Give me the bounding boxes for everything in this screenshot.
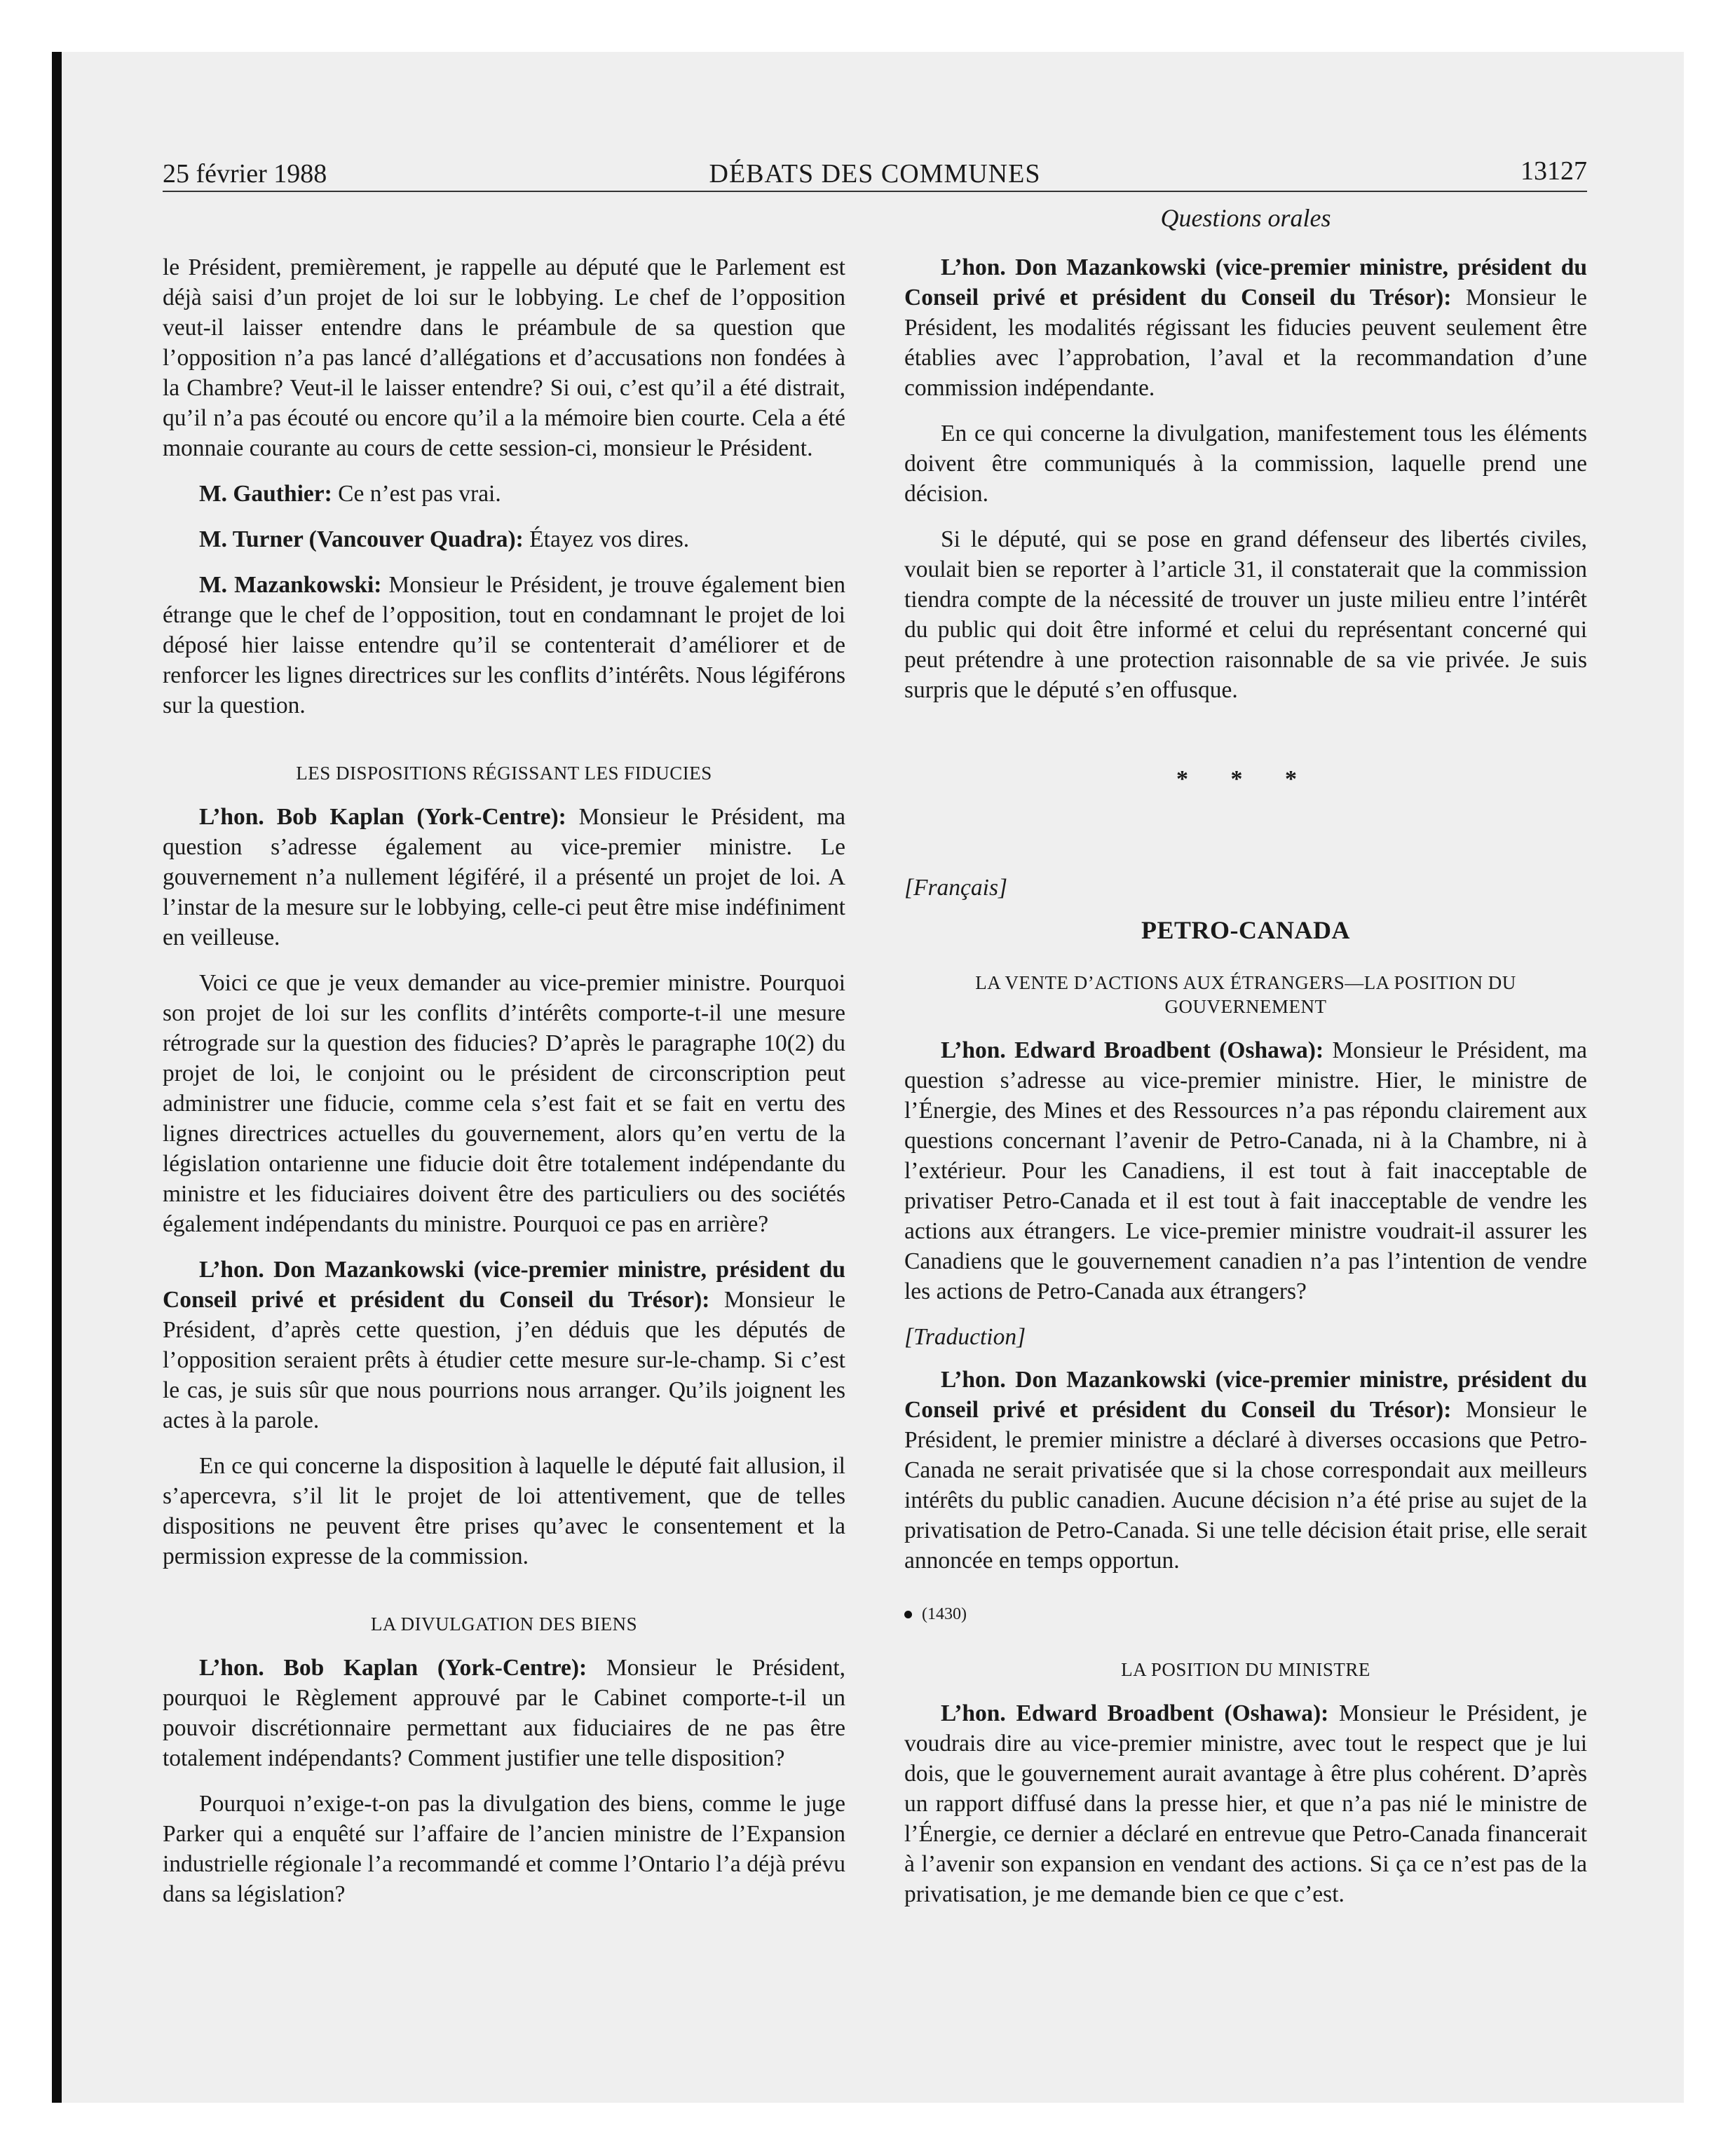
paragraph xyxy=(163,1653,845,1773)
speech-text: Monsieur le Président, je trouve également bien étrange que le chef de l’opposition, tout en condamnant le projet de loi déposé hier laisse entendre qu’il se contenterait d’améliorer et de renforcer les lignes directrices sur les conflits d’intérêts. Nous légiférons sur la question. xyxy=(163,572,845,718)
paragraph xyxy=(904,252,1587,403)
section-heading: LA DIVULGATION DES BIENS xyxy=(370,1613,638,1635)
speech-text: Monsieur le Président, le premier ministre a déclaré à diverses occasions que Petro-Canada ne serait privatisée que si la chose correspondait aux meilleurs intérêts du public canadien. Aucune décision n’a été prise au sujet de la privatisation de Petro-Canada. Si une telle décision était prise, elle serait annoncée en temps opportun. xyxy=(904,1397,1587,1574)
speaker-name: L’hon. Edward Broadbent (Oshawa): xyxy=(941,1700,1329,1726)
speaker-name: L’hon. Don Mazankowski (vice-premier ministre, président du Conseil privé et président du Conseil du Trésor): xyxy=(904,254,1587,311)
paragraph: Voici ce que je veux demander au vice-premier ministre. Pourquoi son projet de loi sur les conflits d’intérêts comporte-t-il une mesure rétrograde sur la question des fiducies? D’après le paragraphe 10(2) du projet de loi, le conjoint ou le président de circonscription peut administrer une fiducie, comme cela s’est fait et se fait en vertu des lignes directrices actuelles du gouvernement, alors qu’en vertu de la législation ontarienne une fiducie doit être totalement indépendante du ministre et les fiduciaires doivent être des particuliers ou des sociétés également indépendants du ministre. Pourquoi ce pas en arrière? xyxy=(163,970,845,1237)
speaker-name: L’hon. Bob Kaplan (York-Centre): xyxy=(199,804,566,830)
speech-text: Monsieur le Président, ma question s’adresse également au vice-premier ministre. Le gouvernement n’a nullement légiféré, il a présenté un projet de loi. A l’instar de la mesure sur le lobbying, celle-ci peut être mise indéfiniment en veilleuse. xyxy=(163,804,846,950)
section-subtitle: Questions orales xyxy=(1160,204,1331,232)
timestamp xyxy=(904,1599,1587,1630)
left-column xyxy=(163,252,845,1925)
section-heading: LA VENTE D’ACTIONS AUX ÉTRANGERS—LA POSITION DU GOUVERNEMENT xyxy=(975,972,1516,1017)
paragraph xyxy=(163,479,845,509)
speaker-name: M. Turner (Vancouver Quadra): xyxy=(199,526,524,552)
paragraph xyxy=(163,802,845,953)
speaker-name: L’hon. Don Mazankowski (vice-premier ministre, président du Conseil privé et président du Conseil du Trésor): xyxy=(904,1367,1587,1423)
right-column xyxy=(904,252,1587,1925)
speech-text: Ce n’est pas vrai. xyxy=(332,481,501,507)
speech-text: Monsieur le Président, pourquoi le Règlement approuvé par le Cabinet comporte-t-il un pouvoir discrétionnaire permettant aux fiduciaires de ne pas être totalement indépendants? Comment justifier une telle disposition? xyxy=(163,1655,846,1771)
paragraph: En ce qui concerne la disposition à laquelle le député fait allusion, il s’apercevra, s’il lit le projet de loi attentivement, que de telles dispositions ne peuvent être prises qu’avec le consentement et la permission expresse de la commission. xyxy=(163,1453,845,1569)
paragraph: Si le député, qui se pose en grand défenseur des libertés civiles, voulait bien se reporter à l’article 31, il constaterait que la commission tiendra compte de la nécessité de trouver un juste milieu entre l’intérêt du public qui doit être informé et celui du représentant concerné qui peut prétendre à une protection raisonnable de sa vie privée. Je suis surpris que le député s’en offusque. xyxy=(904,526,1587,703)
speech-text: Étayez vos dires. xyxy=(523,526,690,552)
speaker-name: L’hon. Bob Kaplan (York-Centre): xyxy=(199,1655,587,1681)
timestamp-text: (1430) xyxy=(922,1605,967,1623)
paragraph xyxy=(904,1365,1587,1576)
section-heading: LES DISPOSITIONS RÉGISSANT LES FIDUCIES xyxy=(296,763,712,784)
speech-text: Monsieur le Président, d’après cette question, j’en déduis que les députés de l’opposition seraient prêts à étudier cette mesure sur-le-champ. Si c’est le cas, je suis sûr que nous pourrions nous arranger. Qu’ils joignent les actes à la parole. xyxy=(163,1287,845,1433)
paragraph xyxy=(163,570,845,721)
section-title: PETRO-CANADA xyxy=(1141,916,1350,944)
page-header xyxy=(163,156,1587,192)
paragraph: le Président, premièrement, je rappelle au député que le Parlement est déjà saisi d’un projet de loi sur le lobbying. Le chef de l’opposition veut-il laisser entendre dans le préambule de sa question que l’opposition n’a pas lancé d’allégations et d’accusations non fondées à la Chambre? Veut-il le laisser entendre? Si oui, c’est qu’il a été distrait, qu’il n’a pas écouté ou encore qu’il a la mémoire bien courte. Cela a été monnaie courante au cours de cette session-ci, monsieur le Président. xyxy=(163,254,845,461)
speaker-name: M. Mazankowski: xyxy=(199,572,382,598)
section-heading: LA POSITION DU MINISTRE xyxy=(1121,1659,1370,1680)
paragraph: Pourquoi n’exige-t-on pas la divulgation des biens, comme le juge Parker qui a enquêté sur l’affaire de l’ancien ministre de l’Expansion industrielle régionale l’a recommandé et comme l’Ontario l’a déjà prévu dans sa législation? xyxy=(163,1791,845,1907)
language-tag: [Traduction] xyxy=(904,1324,1026,1350)
scan-binding-edge xyxy=(52,52,62,2103)
paragraph xyxy=(904,1698,1587,1909)
header-date: 25 février 1988 xyxy=(163,159,327,189)
paragraph xyxy=(163,1255,845,1435)
paragraph xyxy=(163,524,845,554)
page-number: 13127 xyxy=(1520,156,1587,186)
speaker-name: L’hon. Don Mazankowski (vice-premier ministre, président du Conseil privé et président du Conseil du Trésor): xyxy=(163,1257,845,1313)
bullet-icon xyxy=(904,1611,912,1618)
paragraph xyxy=(904,1035,1587,1306)
speaker-name: L’hon. Edward Broadbent (Oshawa): xyxy=(941,1037,1324,1063)
speaker-name: M. Gauthier: xyxy=(199,481,332,507)
speech-text: Monsieur le Président, ma question s’adresse au vice-premier ministre. Hier, le ministre de l’Énergie, des Mines et des Ressources n’a pas répondu clairement aux questions concernant l’avenir de Petro-Canada, ni à la Chambre, ni à l’extérieur. Pour les Canadiens, il est tout à fait inacceptable de privatiser Petro-Canada et il est tout à fait inacceptable de vendre les actions aux étrangers. Le vice-premier ministre voudrait-il assurer les Canadiens que le gouvernement canadien n’a pas l’intention de vendre les actions de Petro-Canada aux étrangers? xyxy=(904,1037,1587,1304)
section-separator: * * * xyxy=(1176,766,1315,792)
speech-text: Monsieur le Président, je voudrais dire au vice-premier ministre, avec tout le respect que je lui dois, que le gouvernement aurait avantage à être plus cohérent. D’après un rapport diffusé dans la presse hier, et que n’a pas nié le ministre de l’Énergie, ce dernier a déclaré en entrevue que Petro-Canada financerait à l’avenir son expansion en vendant des actions. Si ça ce n’est pas de la privatisation, je me demande bien ce que c’est. xyxy=(904,1700,1587,1907)
paragraph: En ce qui concerne la divulgation, manifestement tous les éléments doivent être communiqués à la commission, laquelle prend une décision. xyxy=(904,421,1587,507)
speech-text: Monsieur le Président, les modalités régissant les fiducies peuvent seulement être établies avec l’approbation, l’aval et la recommandation d’une commission indépendante. xyxy=(904,285,1587,401)
header-title: DÉBATS DES COMMUNES xyxy=(709,159,1041,189)
language-tag: [Français] xyxy=(904,875,1008,901)
